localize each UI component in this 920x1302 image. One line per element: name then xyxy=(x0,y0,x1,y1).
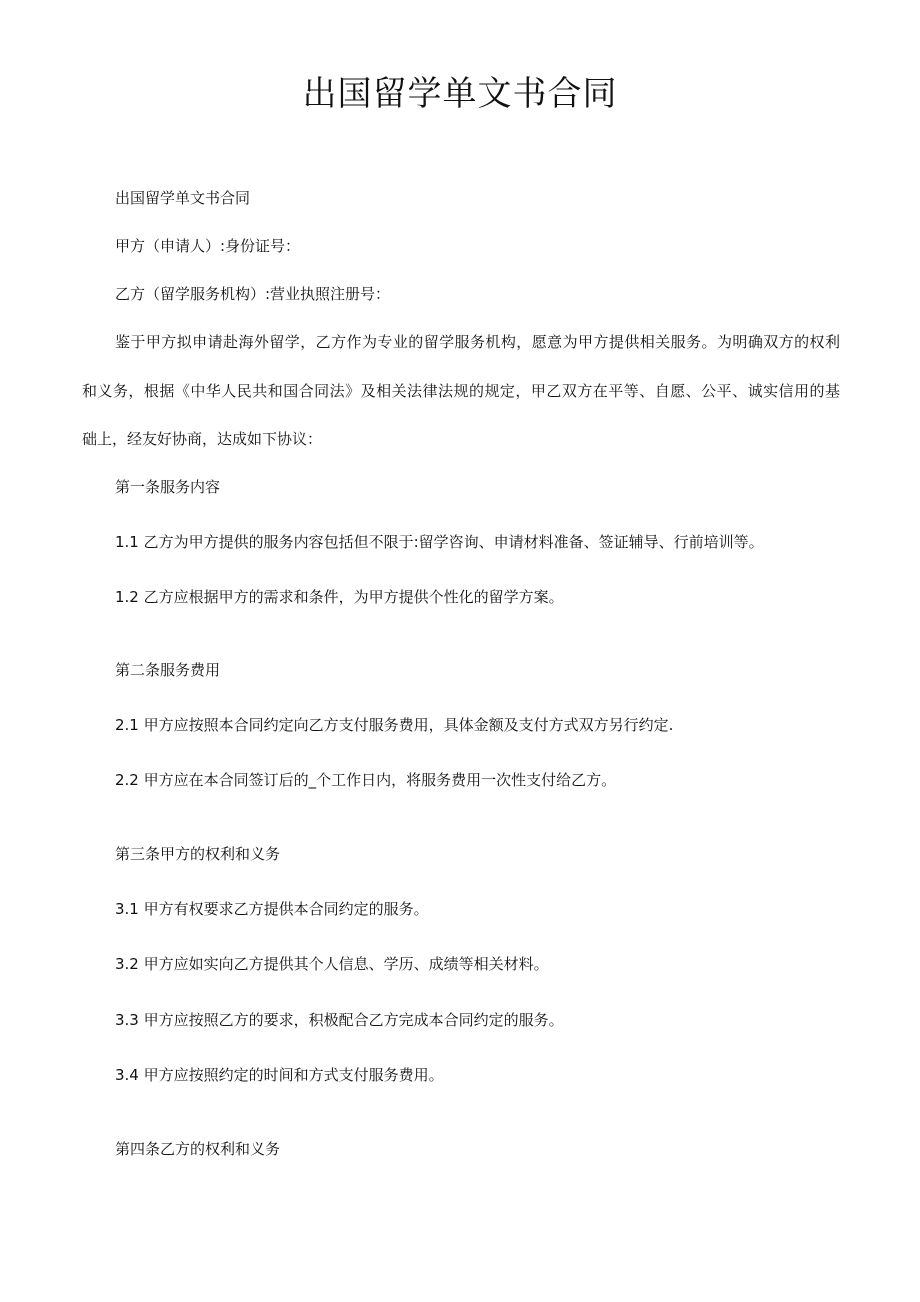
article-heading: 第一条服务内容 xyxy=(115,478,221,496)
clause-item: 1.2 乙方应根据甲方的需求和条件，为甲方提供个性化的留学方案。 xyxy=(115,588,564,606)
preamble-line-3: 础上，经友好协商，达成如下协议： xyxy=(82,430,323,448)
clause-item: 3.1 甲方有权要求乙方提供本合同约定的服务。 xyxy=(115,900,429,918)
preamble-line-2: 和义务，根据《中华人民共和国合同法》及相关法律法规的规定，甲乙双方在平等、自愿、公平、诚实信用的基 xyxy=(82,382,840,400)
clause-item: 1.1 乙方为甲方提供的服务内容包括但不限于:留学咨询、申请材料准备、签证辅导、行前培训等。 xyxy=(115,533,764,551)
clause-item: 2.1 甲方应按照本合同约定向乙方支付服务费用，具体金额及支付方式双方另行约定. xyxy=(115,716,674,734)
article-heading: 第四条乙方的权利和义务 xyxy=(115,1140,281,1158)
party-a-line: 甲方（申请人）:身份证号： xyxy=(115,237,301,255)
clause-item: 3.3 甲方应按照乙方的要求，积极配合乙方完成本合同约定的服务。 xyxy=(115,1011,564,1029)
clause-item: 2.2 甲方应在本合同签订后的_个工作日内，将服务费用一次性支付给乙方。 xyxy=(115,771,617,789)
clause-item: 3.2 甲方应如实向乙方提供其个人信息、学历、成绩等相关材料。 xyxy=(115,955,549,973)
preamble-line-1: 鉴于甲方拟申请赴海外留学，乙方作为专业的留学服务机构，愿意为甲方提供相关服务。为明确双方的权利 xyxy=(115,333,840,351)
article-heading: 第二条服务费用 xyxy=(115,661,221,679)
article-heading: 第三条甲方的权利和义务 xyxy=(115,845,281,863)
clause-item: 3.4 甲方应按照约定的时间和方式支付服务费用。 xyxy=(115,1066,444,1084)
party-b-line: 乙方（留学服务机构）:营业执照注册号： xyxy=(115,285,391,303)
document-subtitle: 出国留学单文书合同 xyxy=(115,189,251,207)
document-title: 出国留学单文书合同 xyxy=(302,74,618,114)
